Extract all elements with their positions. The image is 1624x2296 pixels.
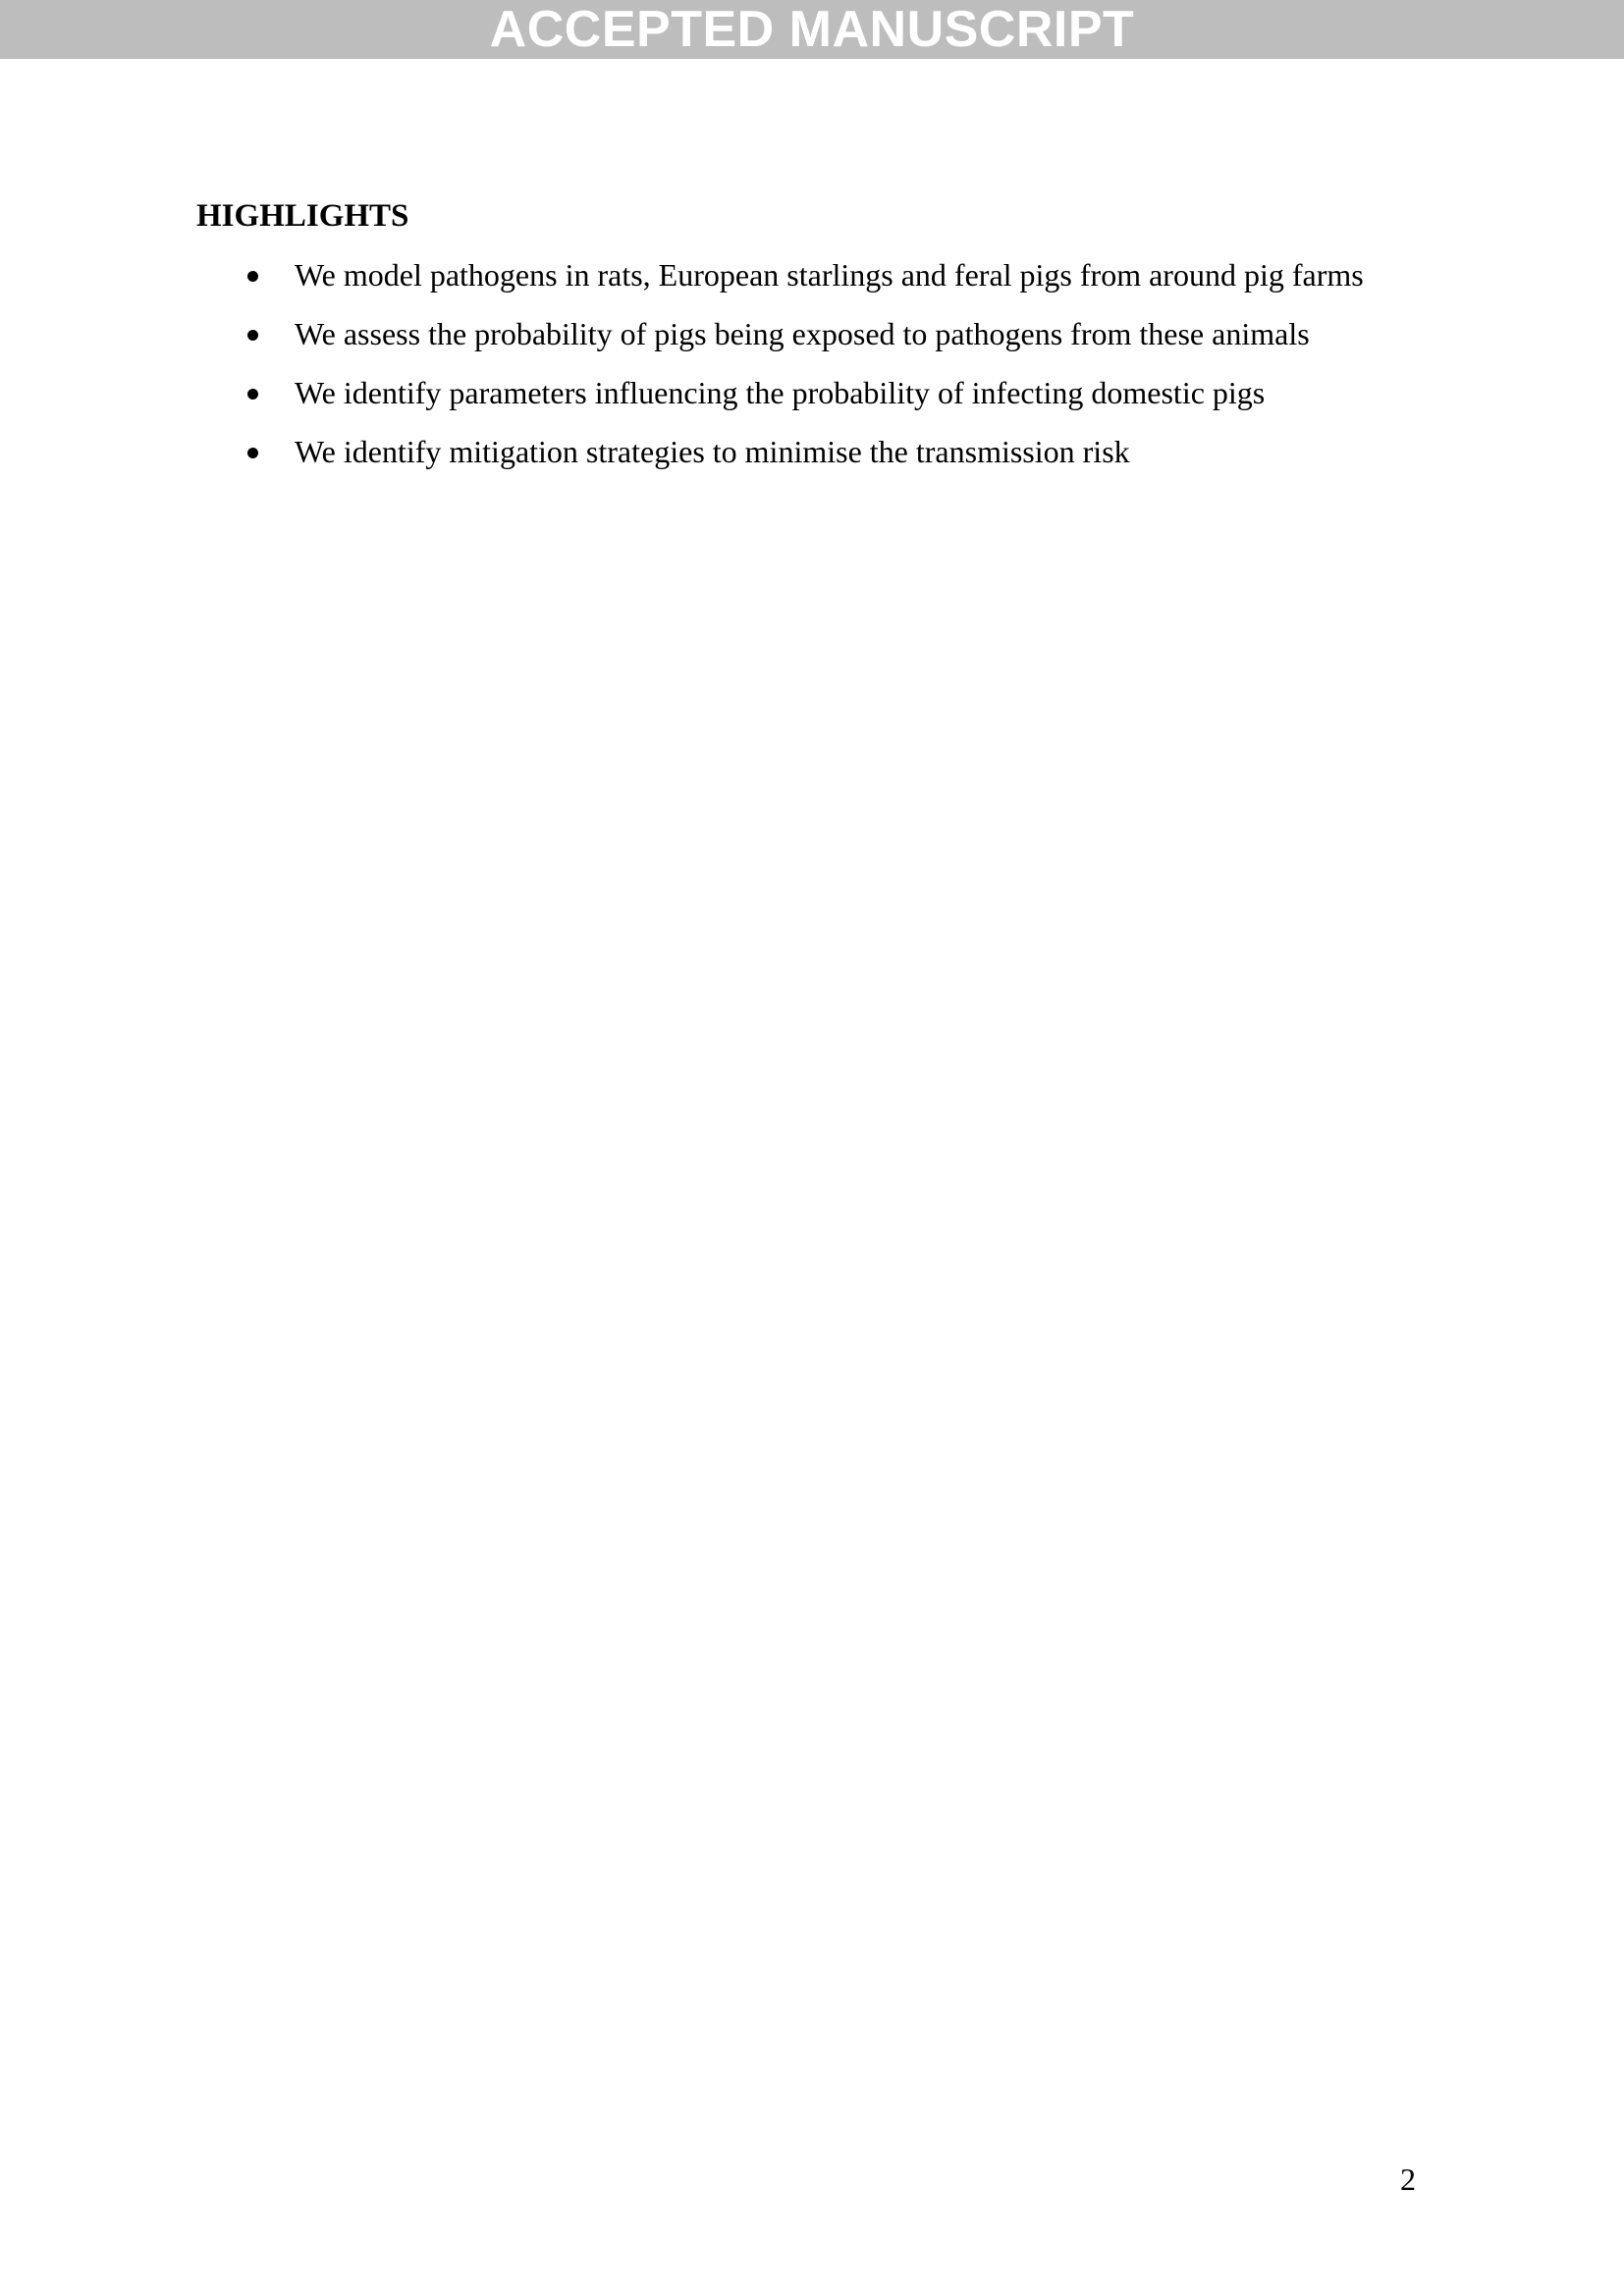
accepted-manuscript-banner (0, 0, 1624, 59)
highlight-item (0, 312, 1624, 371)
bullet-icon (247, 389, 258, 400)
highlight-item (0, 371, 1624, 430)
highlight-text: We identify mitigation strategies to minimise the transmission risk (295, 434, 1130, 469)
bullet-icon (247, 330, 258, 341)
highlights-list (0, 253, 1624, 489)
highlight-item (0, 253, 1624, 312)
highlights-heading: HIGHLIGHTS (196, 198, 409, 234)
highlight-text: We model pathogens in rats, European starlings and feral pigs from around pig farms (295, 257, 1364, 293)
bullet-icon (247, 271, 258, 282)
highlight-text: We identify parameters influencing the probability of infecting domestic pigs (295, 375, 1266, 410)
bullet-icon (247, 448, 258, 458)
highlight-item (0, 430, 1624, 489)
banner-text: ACCEPTED MANUSCRIPT (489, 1, 1135, 58)
page-number: 2 (1400, 2162, 1416, 2197)
highlight-text: We assess the probability of pigs being exposed to pathogens from these animals (295, 316, 1310, 351)
